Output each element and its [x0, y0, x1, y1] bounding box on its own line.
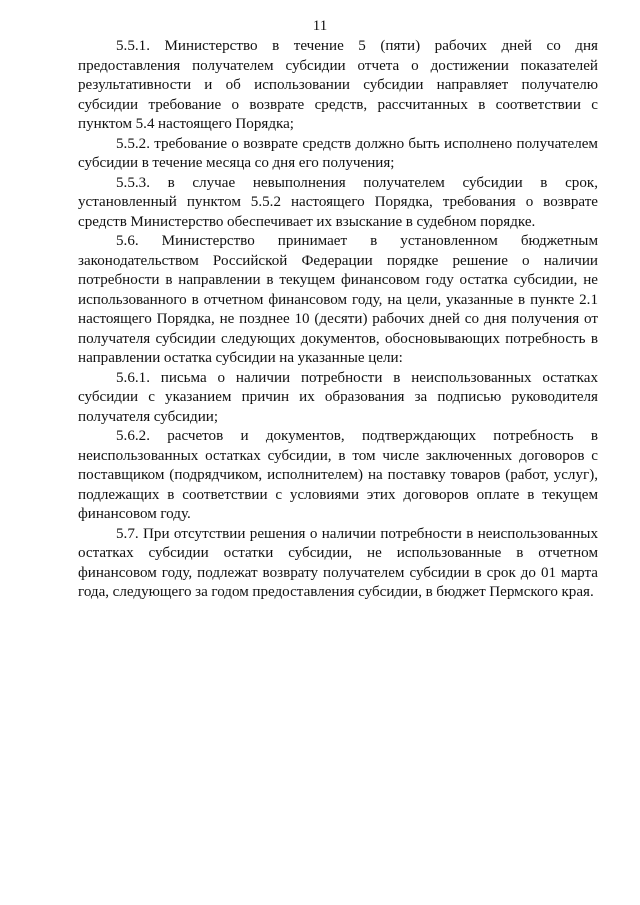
paragraph-5-7: 5.7. При отсутствии решения о наличии потребности в неиспользованных остатках субсидии остатки субсидии, не использованные в отчетном финансовом году, подлежат возврату получателем субсидии в срок до 01 марта года, следующего за годом предоставления субсидии, в бюджет Пермского края. [78, 525, 598, 600]
paragraph-5-6: 5.6. Министерство принимает в установленном бюджетным законодательством Российской Федерации порядке решение о наличии потребности в направлении в текущем финансовом году остатка субсидии, не использованного в отчетном финансовом году, на цели, указанные в пункте 2.1 настоящего Порядка, не позднее 10 (десяти) рабочих дней со дня получения от получателя субсидии следующих документов, обосновывающих потребность в направлении остатка субсидии на указанные цели: [78, 233, 598, 366]
paragraph-5-6-1: 5.6.1. письма о наличии потребности в неиспользованных остатках субсидии с указанием причин их образования за подписью руководителя получателя субсидии; [78, 369, 598, 425]
page-number: 11 [312, 18, 328, 34]
paragraph-5-5-1: 5.5.1. Министерство в течение 5 (пяти) рабочих дней со дня предоставления получателем субсидии отчета о достижении показателей результативности и об использовании субсидии направляет получателю субсидии требование о возврате средств, рассчитанных в соответствии с пунктом 5.4 настоящего Порядка; [78, 38, 598, 132]
paragraph-5-5-2: 5.5.2. требование о возврате средств должно быть исполнено получателем субсидии в течение месяца со дня его получения; [78, 135, 598, 171]
paragraph-5-6-2: 5.6.2. расчетов и документов, подтверждающих потребность в неиспользованных остатках субсидии, в том числе заключенных договоров с поставщиком (подрядчиком, исполнителем) на поставку товаров (работ, услуг), подлежащих в соответствии с условиями этих договоров оплате в текущем финансовом году. [78, 428, 598, 522]
paragraph-5-5-3: 5.5.3. в случае невыполнения получателем субсидии в срок, установленный пунктом 5.5.2 настоящего Порядка, требования о возврате средств Министерство обеспечивает их взыскание в судебном порядке. [78, 174, 598, 230]
document-body [78, 37, 598, 603]
